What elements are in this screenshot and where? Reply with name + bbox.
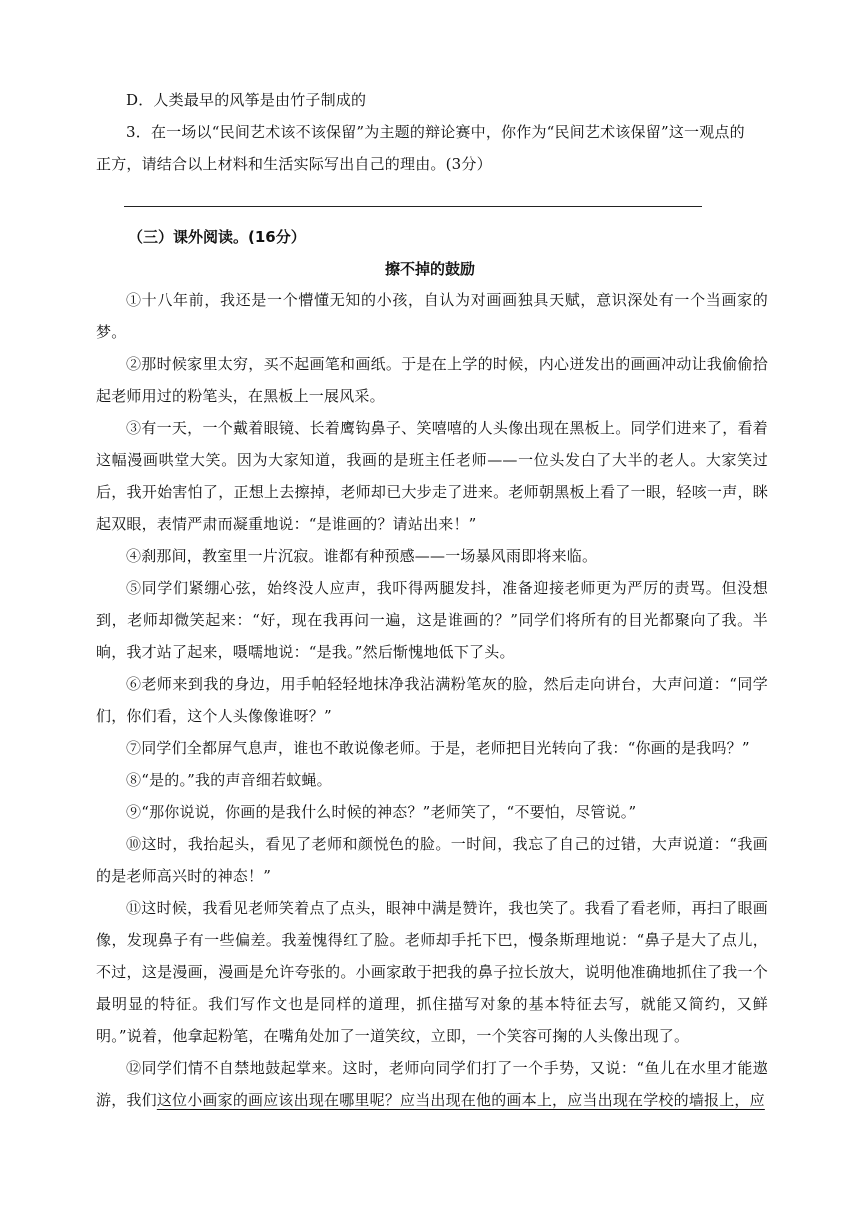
paragraph-3: ③有一天，一个戴着眼镜、长着鹰钩鼻子、笑嘻嘻的人头像出现在黑板上。同学们进来了，看着这幅漫画哄堂大笑。因为大家知道，我画的是班主任老师——一位头发白了大半的老人。大家笑过后，我开始害怕了，正想上去擦掉，老师却已大步走了进来。老师朝黑板上看了一眼，轻咳一声，眯起双眼，表情严肃而凝重地说：“是谁画的？请站出来！” [96, 419, 768, 533]
option-d [96, 84, 768, 116]
paragraph-1: ①十八年前，我还是一个懵懂无知的小孩，自认为对画画独具天赋，意识深处有一个当画家的梦。 [96, 291, 768, 341]
paragraph-10: ⑩这时，我抬起头，看见了老师和颜悦色的脸。一时间，我忘了自己的过错，大声说道：“我画的是老师高兴时的神态！” [96, 835, 768, 885]
question-3 [96, 116, 768, 180]
paragraph-9: ⑨“那你说说，你画的是我什么时候的神态？”老师笑了，“不要怕，尽管说。” [126, 803, 637, 821]
paragraph-4: ④刹那间，教室里一片沉寂。谁都有种预感——一场暴风雨即将来临。 [126, 547, 598, 565]
article-title: 擦不掉的鼓励 [384, 260, 475, 278]
paragraph-6: ⑥老师来到我的身边，用手帕轻轻地抹净我沾满粉笔灰的脸，然后走向讲台，大声问道：“同学们，你们看，这个人头像像谁呀？” [96, 675, 768, 725]
answer-blank-line[interactable] [124, 206, 702, 207]
underlined-passage: 这位小画家的画应该出现在哪里呢？应当出现在他的画本上，应当出现在学校的墙报上，应 [156, 1091, 765, 1109]
question-3-line2: 正方，请结合以上材料和生活实际写出自己的理由。(3分） [96, 155, 492, 173]
paragraph-5: ⑤同学们紧绷心弦，始终没人应声，我吓得两腿发抖，准备迎接老师更为严厉的责骂。但没想到，老师却微笑起来：“好，现在我再问一遍，这是谁画的？”同学们将所有的目光都聚向了我。半晌，我才站了起来，嗫嚅地说：“是我。”然后惭愧地低下了头。 [96, 579, 768, 661]
section-heading: （三）课外阅读。(16分） [128, 228, 306, 246]
paragraph-12 [96, 1052, 768, 1116]
question-3-line1: 3．在一场以“民间艺术该不该保留”为主题的辩论赛中，你作为“民间艺术该保留”这一观点的 [126, 123, 745, 141]
paragraph-11: ⑪这时候，我看见老师笑着点了点头，眼神中满是赞许，我也笑了。我看了看老师，再扫了眼画像，发现鼻子有一些偏差。我羞愧得红了脸。老师却手托下巴，慢条斯理地说：“鼻子是大了点儿，不过，这是漫画，漫画是允许夸张的。小画家敢于把我的鼻子拉长放大，说明他准确地抓住了我一个最明显的特征。我们写作文也是同样的道理，抓住描写对象的基本特征去写，就能又简约，又鲜明。”说着，他拿起粉笔，在嘴角处加了一道笑纹，立即，一个笑容可掬的人头像出现了。 [96, 899, 768, 1045]
paragraph-7: ⑦同学们全都屏气息声，谁也不敢说像老师。于是，老师把目光转向了我：“你画的是我吗？” [126, 739, 750, 757]
option-d-text: D．人类最早的风筝是由竹子制成的 [126, 91, 367, 109]
paragraph-2: ②那时候家里太穷，买不起画笔和画纸。于是在上学的时候，内心迸发出的画画冲动让我偷偷拾起老师用过的粉笔头，在黑板上一展风采。 [96, 355, 768, 405]
paragraph-12-text: ⑫同学们情不自禁地鼓起掌来。这时，老师向同学们打了一个手势，又说：“鱼儿在水里才能遨游，我们 [96, 1059, 768, 1109]
paragraph-8: ⑧“是的。”我的声音细若蚊蝇。 [126, 771, 332, 789]
article-body [96, 284, 768, 1116]
